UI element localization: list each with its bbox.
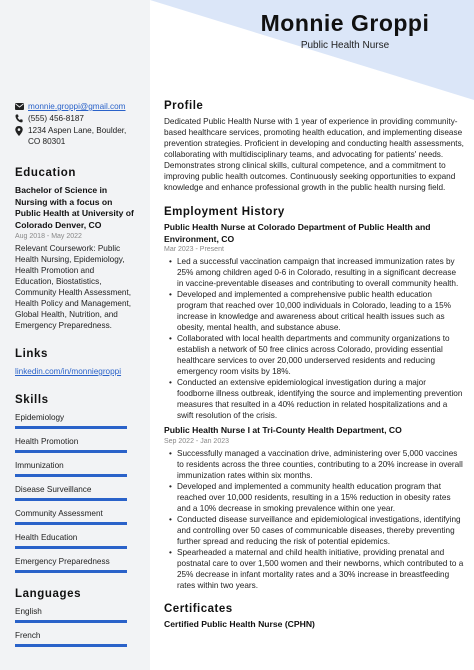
job-entry: [164, 222, 464, 421]
candidate-role: Public Health Nurse: [300, 40, 390, 51]
skill-level-bar: [15, 522, 127, 525]
job-entry: [164, 425, 464, 591]
education-degree: Bachelor of Science in Nursing with a focus on Public Health at University of Colorado Denver, CO: [15, 185, 134, 230]
skills-heading: Skills: [15, 394, 49, 406]
candidate-name: Monnie Groppi: [260, 10, 430, 36]
education-coursework: Relevant Coursework: Public Health Nursing, Epidemiology, Health Promotion and Education, Biostatistics, Community Health Assessment, Health Policy and Management, Global Health, Nutrition, and Emergency Preparedness.: [15, 244, 132, 330]
address-text: 1234 Aspen Lane, Boulder, CO 80301: [28, 126, 127, 146]
email-link[interactable]: monnie.groppi@gmail.com: [28, 102, 126, 111]
skill-label: Immunization: [15, 461, 64, 470]
skill-level-bar: [15, 474, 127, 477]
skill-label: Community Assessment: [15, 509, 103, 518]
skill-level-bar: [15, 450, 127, 453]
job-bullet: • Developed and implemented a comprehensive public health education program that reached over 10,000 individuals in Colorado, leading to a 15% increase in knowledge and awareness about critical health issues such as obesity, mental health, and substance abuse.: [177, 289, 464, 333]
skill-level-fill: [15, 546, 127, 549]
skill-level-fill: [15, 474, 127, 477]
job-dates: Sep 2022 - Jan 2023: [164, 437, 229, 445]
skill-level-bar: [15, 546, 127, 549]
skill-label: Health Education: [15, 533, 78, 542]
job-bullet: • Conducted an extensive epidemiological investigation during a major foodborne illness outbreak, identifying the source and implementing prevention measures that resulted in a 40% reduction in related hospitalizations and a swift resolution of the crisis.: [177, 377, 464, 421]
education-dates: Aug 2018 - May 2022: [15, 233, 82, 240]
skill-level-bar: [15, 498, 127, 501]
language-level-bar: [15, 620, 127, 623]
skill-level-fill: [15, 450, 127, 453]
contact-block: [15, 101, 135, 147]
linkedin-link[interactable]: linkedin.com/in/monniegroppi: [15, 367, 122, 376]
certificates-heading: Certificates: [164, 602, 233, 615]
job-bullet: • Collaborated with local health departments and community organizations to establish a network of 50 free clinics across Colorado, providing essential healthcare services to over 20,000 underserved residents and reducing emergency room visits by 18%.: [177, 333, 464, 377]
language-label: English: [15, 607, 42, 616]
envelope-icon: [15, 101, 28, 112]
links-heading: Links: [15, 348, 49, 360]
job-bullet: • Led a successful vaccination campaign that increased immunization rates by 25% among children aged 0-6 in Colorado, resulting in a significant decrease in vaccine-preventable diseases and contributing to overall community health.: [177, 256, 464, 289]
language-label: French: [15, 631, 41, 640]
contact-phone-row: [15, 113, 135, 124]
job-bullet: • Spearheaded a maternal and child health initiative, providing prenatal and postnatal care to over 1,500 women and their newborns, which contributed to a 25% decrease in infant mortality rates and a 30% increase in breastfeeding rates within two years.: [177, 547, 464, 591]
sidebar-content: [15, 101, 135, 654]
skill-level-fill: [15, 498, 127, 501]
language-level-fill: [15, 644, 127, 647]
phone-text: (555) 456-8187: [28, 114, 84, 123]
certificate-item: Certified Public Health Nurse (CPHN): [164, 618, 315, 629]
skill-label: Disease Surveillance: [15, 485, 92, 494]
job-title: Public Health Nurse at Colorado Department of Public Health and Environment, CO: [164, 222, 431, 244]
skills-list: [15, 412, 135, 573]
skill-level-bar: [15, 570, 127, 573]
job-bullet: • Successfully managed a vaccination drive, administering over 5,000 vaccines to residents across the three counties, contributing to a 20% increase in overall immunization rates within six months.: [177, 448, 464, 481]
languages-heading: Languages: [15, 588, 82, 600]
job-title: Public Health Nurse I at Tri-County Health Department, CO: [164, 425, 402, 435]
language-level-bar: [15, 644, 127, 647]
job-bullet: • Developed and implemented a community health education program that reached over 10,000 residents, resulting in a 15% reduction in obesity rates and a 10% decrease in smoking prevalence within one year.: [177, 481, 464, 514]
job-dates: Mar 2023 - Present: [164, 246, 224, 253]
contact-email-row: [15, 101, 135, 112]
main-content: [164, 100, 464, 630]
job-bullet: • Conducted disease surveillance and epidemiological investigations, identifying and controlling over 50 cases of communicable diseases, thereby preventing further spread and reducing the risk of potential epidemics.: [177, 514, 464, 547]
sidebar: [0, 0, 150, 670]
contact-address-row: [15, 125, 135, 147]
skill-label: Health Promotion: [15, 437, 79, 446]
languages-list: [15, 606, 135, 647]
job-bullets: [164, 448, 464, 591]
skill-level-fill: [15, 426, 127, 429]
education-heading: Education: [15, 167, 76, 179]
phone-icon: [15, 113, 28, 124]
language-level-fill: [15, 620, 127, 623]
skill-label: Emergency Preparedness: [15, 557, 110, 566]
profile-text: Dedicated Public Health Nurse with 1 year of experience in providing community-based healthcare services, promoting health education, and implementing disease prevention strategies. Proficient in developing and conducting health assessments, collaborating with multidisciplinary teams, and advocating for patients' needs. Demonstrates strong clinical skills, cultural competence, and a commitment to improving public health outcomes. Continuously seeking opportunities to expand knowledge and enhance professional growth in the public health nursing field.: [164, 117, 464, 192]
location-pin-icon: [15, 125, 28, 136]
job-bullets: [164, 256, 464, 421]
skill-level-bar: [15, 426, 127, 429]
skill-level-fill: [15, 570, 127, 573]
skill-level-fill: [15, 522, 127, 525]
employment-heading: Employment History: [164, 206, 285, 218]
skill-label: Epidemiology: [15, 413, 65, 422]
profile-heading: Profile: [164, 100, 204, 112]
